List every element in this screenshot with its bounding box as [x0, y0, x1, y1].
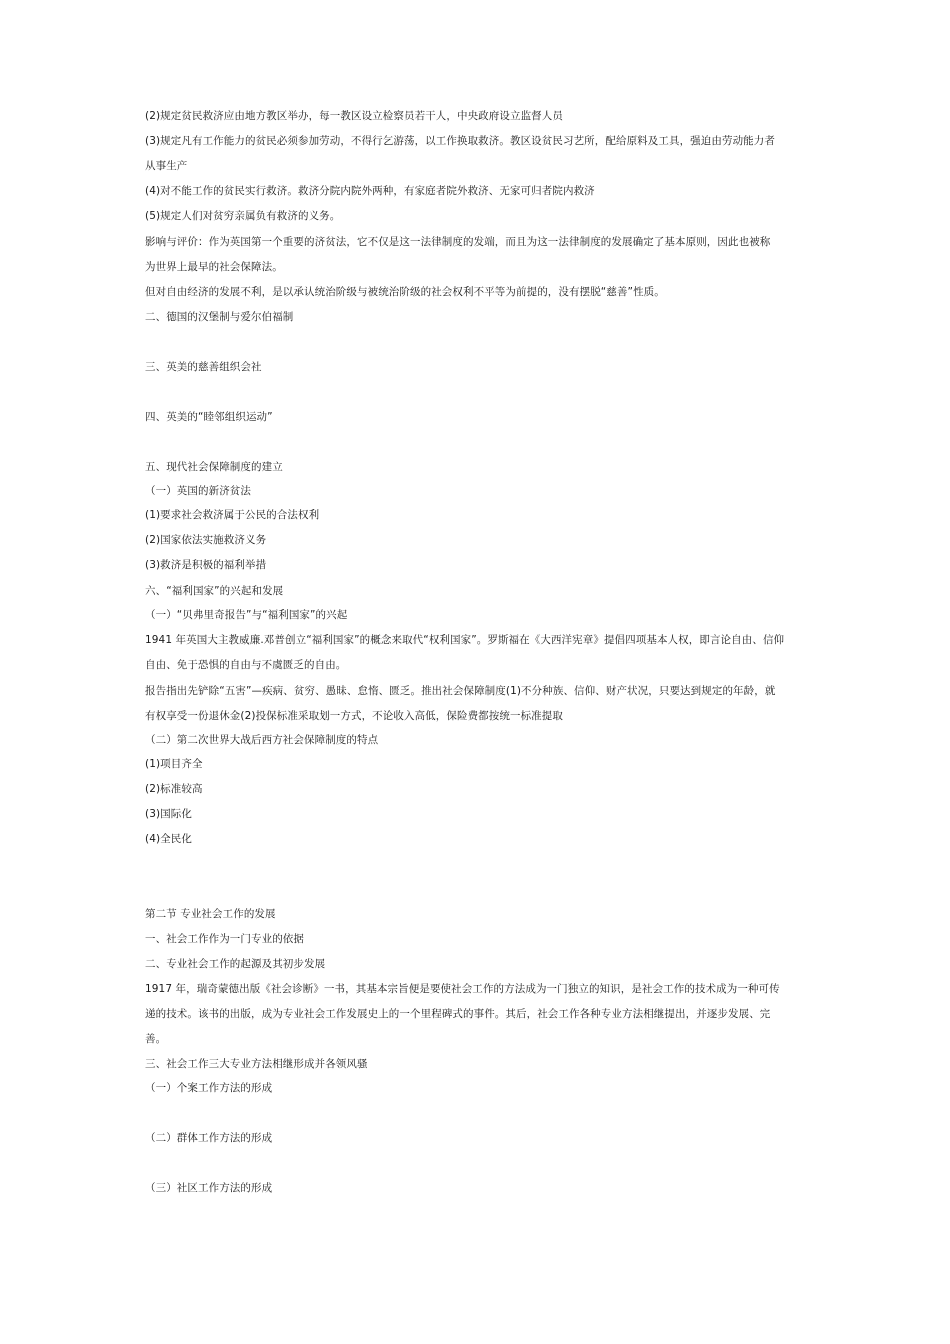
text-line: (3)救济是积极的福利举措 [145, 559, 267, 571]
text-line: (2)国家依法实施救济义务 [145, 534, 267, 546]
section-heading: 五、现代社会保障制度的建立 [145, 461, 283, 473]
section-heading: 三、英美的慈善组织会社 [145, 361, 262, 373]
text-line: 从事生产 [145, 160, 188, 172]
text-line: 有权享受一份退休金(2)投保标准采取划一方式，不论收入高低，保险费都按统一标准提取 [145, 710, 563, 722]
section-heading: 三、社会工作三大专业方法相继形成并各领风骚 [145, 1058, 368, 1070]
text-line: 影响与评价：作为英国第一个重要的济贫法，它不仅是这一法律制度的发端，而且为这一法律制度的发展确定了基本原则，因此也被称 [145, 236, 771, 248]
text-line: (1)要求社会救济属于公民的合法权利 [145, 509, 320, 521]
text-line: 善。 [145, 1033, 167, 1045]
subsection-heading: （一）英国的新济贫法 [145, 485, 251, 497]
subsection-heading: （三）社区工作方法的形成 [145, 1182, 273, 1194]
text-line: (3)国际化 [145, 808, 192, 820]
text-line: (4)全民化 [145, 833, 192, 845]
text-line: 为世界上最早的社会保障法。 [145, 261, 283, 273]
section-heading: 一、社会工作作为一门专业的依据 [145, 933, 304, 945]
subsection-heading: （二）群体工作方法的形成 [145, 1132, 273, 1144]
text-line: 自由、免于恐惧的自由与不虞匮乏的自由。 [145, 659, 347, 671]
text-line: (2)规定贫民救济应由地方教区举办，每一教区设立检察员若干人，中央政府设立监督人员 [145, 110, 563, 122]
section-heading: 二、德国的汉堡制与爱尔伯福制 [145, 311, 294, 323]
text-line: (2)标准较高 [145, 783, 203, 795]
text-line: (1)项目齐全 [145, 758, 203, 770]
subsection-heading: （二）第二次世界大战后西方社会保障制度的特点 [145, 734, 379, 746]
section-heading: 二、专业社会工作的起源及其初步发展 [145, 958, 326, 970]
subsection-heading: （一）个案工作方法的形成 [145, 1082, 273, 1094]
text-line: 但对自由经济的发展不利，是以承认统治阶级与被统治阶级的社会权利不平等为前提的，没有摆脱“慈善”性质。 [145, 286, 665, 298]
text-line: (5)规定人们对贫穷亲属负有救济的义务。 [145, 210, 341, 222]
chapter-section-heading: 第二节 专业社会工作的发展 [145, 908, 276, 920]
text-line: 递的技术。该书的出版，成为专业社会工作发展史上的一个里程碑式的事件。其后，社会工作各种专业方法相继提出，并逐步发展、完 [145, 1008, 771, 1020]
section-heading: 四、英美的“睦邻组织运动” [145, 411, 273, 423]
text-line: (4)对不能工作的贫民实行救济。救济分院内院外两种，有家庭者院外救济、无家可归者院内救济 [145, 185, 595, 197]
text-line: (3)规定凡有工作能力的贫民必须参加劳动，不得行乞游荡，以工作换取救济。教区设贫民习艺所，配给原料及工具，强迫由劳动能力者 [145, 135, 775, 147]
text-line: 1941 年英国大主教威廉.邓普创立“福利国家”的概念来取代“权利国家”。罗斯福在《大西洋宪章》提倡四项基本人权，即言论自由、信仰 [145, 634, 785, 646]
text-line: 报告指出先铲除“五害”—疾病、贫穷、愚昧、怠惰、匮乏。推出社会保障制度(1)不分种族、信仰、财产状况，只要达到规定的年龄，就 [145, 685, 776, 697]
subsection-heading: （一）“贝弗里奇报告”与“福利国家”的兴起 [145, 609, 348, 621]
text-line: 1917 年，瑞奇蒙德出版《社会诊断》一书，其基本宗旨便是要使社会工作的方法成为一门独立的知识，是社会工作的技术成为一种可传 [145, 983, 780, 995]
section-heading: 六、“福利国家”的兴起和发展 [145, 585, 284, 597]
